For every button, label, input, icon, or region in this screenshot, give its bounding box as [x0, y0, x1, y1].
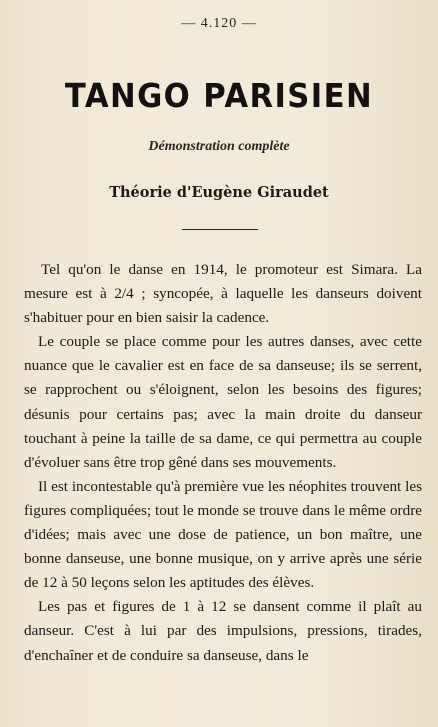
section-divider: [182, 229, 258, 230]
subtitle: Démonstration complète: [148, 139, 290, 154]
page-number: — 4.120 —: [181, 16, 257, 31]
paragraph-3: Il est incontestable qu'à première vue les néophites trouvent les figures compliquées; tout le monde se trouve dans le même ordre d'idées; mais avec une dose de patience, un bon maître, une bonne danseuse, une bonne musique, on y arrive après une série de 12 à 50 leçons selon les aptitudes des élèves.: [24, 477, 422, 592]
paragraph-4: Les pas et figures de 1 à 12 se dansent comme il plaît au danseur. C'est à lui par des impulsions, pressions, tirades, d'enchaîner et de conduire sa danseuse, dans le: [24, 598, 422, 664]
paragraph-2: Le couple se place comme pour les autres danses, avec cette nuance que le cavalier est en face de sa danseuse; ils se serrent, se rapprochent ou s'éloignent, selon les besoins des figures; désunis pour certains pas; avec la main droite du danseur touchant à peine la taille de sa dame, ce qui permettra au couple d'évoluer sans être trop gêné dans ses mouvements.: [24, 333, 422, 471]
paragraph-1: Tel qu'on le danse en 1914, le promoteur est Simara. La mesure est à 2/4 ; syncopée, à laquelle les danseurs doivent s'habituer pour en bien saisir la cadence.: [24, 261, 422, 327]
body-text: [24, 258, 422, 668]
page-title: TANGO PARISIEN: [64, 76, 374, 115]
author-byline: Théorie d'Eugène Giraudet: [109, 184, 329, 201]
